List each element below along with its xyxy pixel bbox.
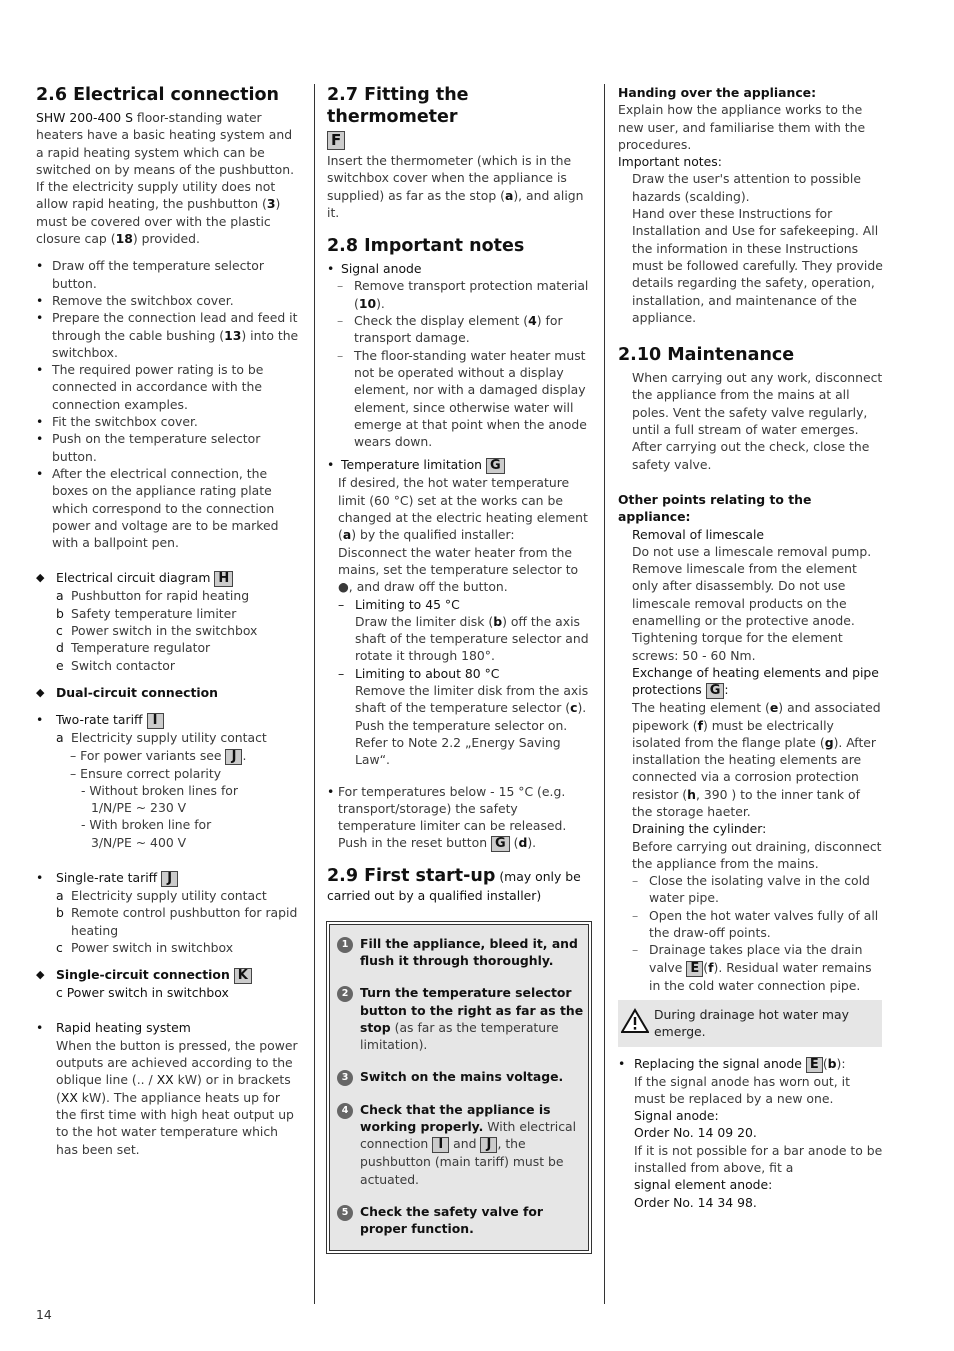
figure-ref-badge: G [706, 683, 725, 699]
dual-circuit-heading: ◆ Dual-circuit connection [36, 684, 218, 700]
page-number: 14 [36, 1307, 52, 1322]
list-item: • Remove the switchbox cover. [36, 292, 301, 309]
draining-steps-list [618, 872, 884, 994]
list-item: • Draw off the temperature selector button. [36, 257, 301, 292]
step-number-icon: 4 [337, 1103, 353, 1119]
section-heading-important-notes: 2.8 Important notes [327, 236, 525, 257]
limescale-title: Removal of limescale [632, 526, 765, 542]
torque-text: Tightening torque for the element screws: 50 - 60 Nm. [632, 630, 843, 663]
two-rate-tariff: • Two-rate tariff I [36, 711, 301, 729]
step-number-icon: 5 [337, 1205, 353, 1221]
bullet-icon: • [36, 1020, 44, 1036]
column-handover-maintenance [618, 84, 884, 1211]
figure-ref-badge: E [806, 1057, 823, 1073]
bar-anode-text: If it is not possible for a bar anode to be installed from above, fit a [634, 1142, 883, 1176]
draining-title: Draining the cylinder: [632, 821, 767, 837]
voltage-value: 1/N/PE ~ 230 V [91, 800, 187, 816]
startup-step: 2 Turn the temperature selector button to the right as far as the stop (as far as the temperature limitation). [334, 984, 584, 1053]
legend-item: a Pushbutton for rapid heating [56, 588, 250, 604]
list-item: – Drainage takes place via the drain valve E (f). Residual water remains in the cold water connection pipe. [632, 941, 884, 994]
list-item: – Limiting to about 80 °C Remove the limiter disk from the axis shaft of the temperature selector (c). Push the temperature selector on. Refer to Note 2.2 „Energy Saving Law“. [338, 665, 591, 769]
step-number-icon: 1 [337, 937, 353, 953]
temperature-limitation-title: • Temperature limitation G [327, 456, 591, 474]
important-notes-label: Important notes: [618, 154, 722, 170]
voltage-value: 3/N/PE ~ 400 V [91, 834, 187, 850]
legend-item: d Temperature regulator [56, 640, 211, 656]
electrical-steps-list [36, 257, 301, 551]
limit-options-list [327, 596, 591, 769]
signal-element-anode-label: signal element anode: [634, 1177, 773, 1193]
handing-over-text: Explain how the appliance works to the new user, and familiarise them with the procedures. [618, 102, 866, 152]
low-temperature-note: • For temperatures below - 15 °C (e.g. transport/storage) the safety temperature limiter can be released. Push in the reset button G (d). [327, 783, 567, 852]
exchange-text: The heating element (e) and associated pipework (f) must be electrically isolated from the flange plate (g). After installation the heating elements are connected via a corrosion protection resistor (h, 390 ) to the inner tank of the storage haeter. [632, 700, 881, 819]
bullet-icon: • [327, 261, 335, 277]
exchange-title: Exchange of heating elements and pipe protections G : [632, 664, 879, 699]
list-item: – The floor-standing water heater must not be operated without a display element, nor with a damaged display element, since otherwise water will emerge at that point when the anode wears down. [337, 347, 591, 451]
startup-step: 4 Check that the appliance is working properly. With electrical connection I and J , the pushbutton (main tariff) must be actuated. [334, 1101, 584, 1188]
rapid-heating-title: • Rapid heating system [36, 1020, 191, 1036]
column-thermometer-notes-startup [327, 84, 591, 1251]
bullet-icon: • [36, 869, 44, 885]
diamond-bullet-icon: ◆ [36, 571, 45, 585]
figure-ref-badge: E [686, 961, 703, 977]
voltage-note: - With broken line for [81, 817, 212, 833]
single-rate-tariff: • Single-rate tariff J [36, 869, 301, 887]
figure-ref-badge: I [147, 713, 164, 729]
bullet-icon: • [327, 783, 335, 799]
figure-ref-badge: J [225, 749, 242, 765]
other-points-title: Other points relating to the appliance: [618, 491, 812, 525]
section-heading-fitting-thermometer: 2.7 Fitting the thermometer [327, 85, 469, 127]
figure-ref-badge: I [432, 1137, 449, 1153]
bullet-icon: • [327, 457, 335, 473]
handing-over-title: Handing over the appliance: [618, 85, 817, 100]
warning-text: During drainage hot water may emerge. [654, 1006, 849, 1040]
startup-step: 1 Fill the appliance, bleed it, and flush it through thoroughly. [334, 935, 584, 970]
list-item: • After the electrical connection, the boxes on the appliance rating plate which correspond to the connection power and voltage are to be marked with a ballpoint pen. [36, 465, 301, 551]
list-item: – Open the hot water valves fully of all the draw-off points. [632, 907, 884, 942]
legend-item: b Safety temperature limiter [56, 605, 237, 621]
startup-steps-box [329, 924, 589, 1251]
single-circuit-note: c Power switch in switchbox [56, 985, 229, 1001]
bullet-icon: • [618, 1055, 626, 1071]
first-startup-note: carried out by a qualified installer) [327, 888, 542, 904]
limescale-text: Do not use a limescale removal pump. Remove limescale from the element only after disassembly. Do not use limescale removal products on the enamelling or the protective anode. [632, 543, 872, 629]
startup-step: 3 Switch on the mains voltage. [334, 1068, 584, 1085]
signal-anode-list [327, 277, 591, 450]
order-number: Order No. 14 34 98. [634, 1194, 757, 1210]
legend-item: e Switch contactor [56, 657, 175, 673]
replace-anode-text: If the signal anode has worn out, it must be replaced by a new one. [634, 1073, 850, 1106]
figure-ref-badge: H [214, 571, 233, 587]
section-heading-electrical-connection: 2.6 Electrical connection [36, 85, 279, 105]
figure-ref-badge: K [234, 968, 252, 984]
first-startup-heading: 2.9 First start-up (may only be [327, 866, 581, 887]
voltage-note: - Without broken lines for [81, 782, 238, 798]
step-number-icon: 2 [337, 986, 353, 1002]
important-note-1: Draw the user's attention to possible hazards (scalding). [632, 171, 861, 204]
legend-item: b Remote control pushbutton for rapid heating [56, 905, 298, 938]
important-note-2: Hand over these Instructions for Installation and Use for safekeeping. All the information in these Instructions must be followed carefully. They provide details regarding the safety, operation, installation, and maintenance of the appliance. [632, 206, 883, 325]
list-item: – Limiting to 45 °C Draw the limiter disk (b) off the axis shaft of the temperature selector and rotate it through 180°. [338, 596, 591, 665]
signal-anode-label: Signal anode: [634, 1108, 719, 1124]
step-number-icon: 3 [337, 1070, 353, 1086]
warning-icon [621, 1008, 649, 1033]
thermometer-text: Insert the thermometer (which is in the switchbox cover when the appliance is supplied) as far as the stop (a), and align it. [327, 153, 584, 220]
polarity-note: – Ensure correct polarity [70, 765, 222, 781]
draining-text: Before carrying out draining, disconnect the appliance from the mains. [632, 838, 882, 871]
diamond-bullet-icon: ◆ [36, 968, 45, 982]
temperature-limitation-text: If desired, the hot water temperature limit (60 °C) set at the works can be changed at the electric heating element (a) by the qualified installer: [338, 475, 588, 543]
figure-ref-badge: J [161, 871, 178, 887]
column-divider-1 [314, 84, 315, 1304]
list-item: • The required power rating is to be connected in accordance with the connection examples. [36, 361, 301, 413]
column-divider-2 [604, 84, 605, 1304]
bullet-icon: • [36, 712, 44, 728]
list-item: – Remove transport protection material (10). [337, 277, 591, 312]
list-item: • Prepare the connection lead and feed it through the cable bushing (13) into the switchbox. [36, 309, 301, 361]
figure-ref-badge: F [327, 131, 345, 150]
section-heading-maintenance: 2.10 Maintenance [618, 345, 795, 366]
power-variants-note: – For power variants see J . [70, 747, 247, 764]
electrical-intro: SHW 200-400 S floor-standing water heaters have a basic heating system and a rapid heating system which can be switched on by means of the pushbutton. If the electricity supply utility does not allow rapid heating, the pushbutton (3) must be covered over with the plastic closure cap (18) provided. [36, 110, 295, 247]
list-item: • Fit the switchbox cover. [36, 413, 301, 430]
temperature-limitation-text-2: Disconnect the water heater from the mains, set the temperature selector to ●, and draw off the button. [338, 544, 579, 595]
drainage-warning-box [618, 1000, 882, 1047]
legend-item: c Power switch in the switchbox [56, 623, 258, 639]
signal-anode-title: • Signal anode [327, 261, 422, 277]
replace-anode-title: • Replacing the signal anode E (b): [618, 1055, 846, 1072]
circuit-diagram-legend [36, 587, 301, 673]
legend-item: a Electricity supply utility contact [56, 730, 267, 746]
startup-step: 5 Check the safety valve for proper function. [334, 1203, 584, 1238]
legend-item: a Electricity supply utility contact [56, 887, 267, 903]
diamond-bullet-icon: ◆ [36, 685, 45, 699]
list-item: – Check the display element (4) for transport damage. [337, 312, 591, 347]
maintenance-text: When carrying out any work, disconnect the appliance from the mains at all poles. Vent the safety valve regularly, until a full stream of water emerges. After carrying out the check, close the safety valve. [632, 370, 883, 472]
figure-ref-badge: J [480, 1137, 497, 1153]
column-electrical-connection [36, 84, 301, 1158]
order-number: Order No. 14 09 20. [634, 1125, 757, 1141]
list-item: – Close the isolating valve in the cold water pipe. [632, 872, 884, 907]
circuit-diagram-heading: ◆ Electrical circuit diagram H [36, 569, 301, 587]
rapid-heating-text: When the button is pressed, the power outputs are achieved according to the oblique line (.. / XX kW) or in brackets (XX kW). The appliance heats up for the first time with high heat output up to the hot water temperature which has been set. [56, 1037, 298, 1157]
list-item: • Push on the temperature selector button. [36, 430, 301, 465]
figure-ref-badge: G [491, 836, 510, 852]
single-circuit-heading: ◆ Single-circuit connection K [36, 966, 301, 984]
figure-ref-badge: G [486, 458, 505, 474]
legend-item: c Power switch in switchbox [56, 939, 234, 955]
